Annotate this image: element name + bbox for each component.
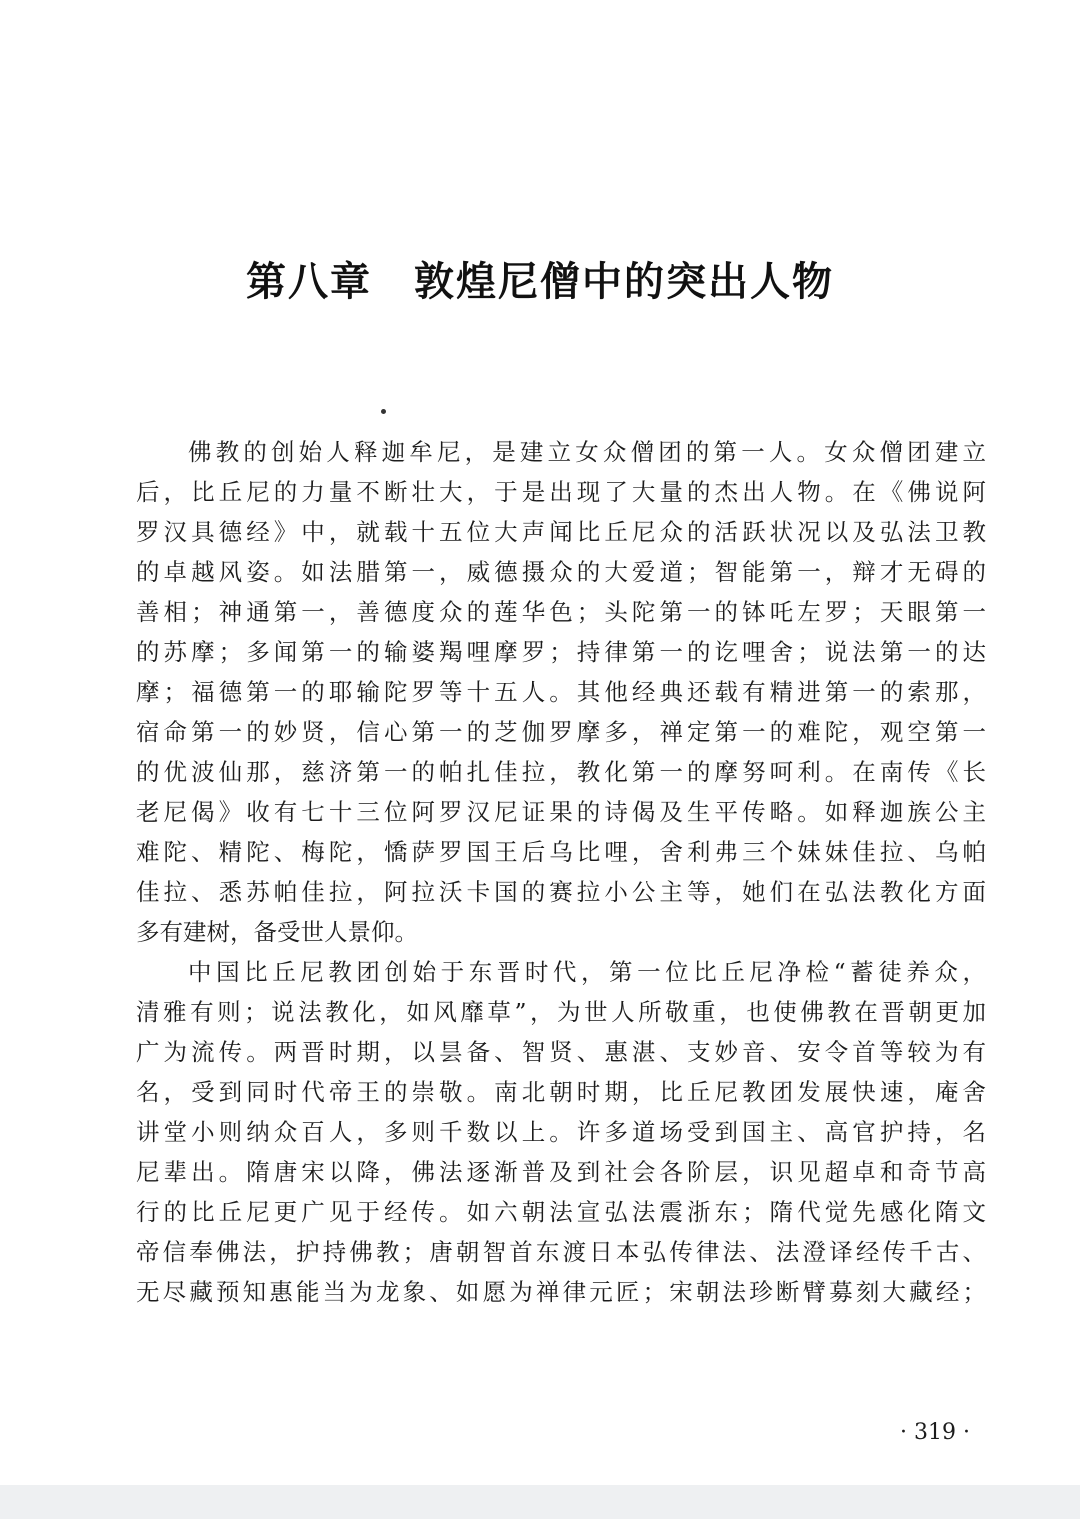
text-line: 的卓越风姿。如法腊第一，威德摄众的大爱道；智能第一，辩才无碍的 <box>136 558 986 586</box>
text-line: 行的比丘尼更广见于经传。如六朝法宣弘法震浙东；隋代觉先感化隋文 <box>136 1198 986 1226</box>
text-line: 罗汉具德经》中，就载十五位大声闻比丘尼众的活跃状况以及弘法卫教 <box>136 518 986 546</box>
print-speck <box>381 409 386 414</box>
text-line: 无尽藏预知惠能当为龙象、如愿为禅律元匠；宋朝法珍断臂募刻大藏经； <box>136 1278 986 1306</box>
text-line: 中国比丘尼教团创始于东晋时代，第一位比丘尼净检“蓄徒养众， <box>188 958 986 986</box>
text-line: 宿命第一的妙贤，信心第一的芝伽罗摩多，禅定第一的难陀，观空第一 <box>136 718 986 746</box>
body-text <box>136 432 986 1312</box>
text-line: 摩；福德第一的耶输陀罗等十五人。其他经典还载有精进第一的索那， <box>136 678 986 706</box>
text-line: 的苏摩；多闻第一的输婆羯哩摩罗；持律第一的讫哩舍；说法第一的达 <box>136 638 986 666</box>
text-line: 善相；神通第一，善德度众的莲华色；头陀第一的钵吒左罗；天眼第一 <box>136 598 986 626</box>
text-line: 难陀、精陀、梅陀，憍萨罗国王后乌比哩，舍利弗三个妹妹佳拉、乌帕 <box>136 838 986 866</box>
text-line: 广为流传。两晋时期，以昙备、智贤、惠湛、支妙音、安令首等较为有 <box>136 1038 986 1066</box>
chapter-title: 第八章 敦煌尼僧中的突出人物 <box>246 258 834 305</box>
text-line: 讲堂小则纳众百人，多则千数以上。许多道场受到国主、高官护持，名 <box>136 1118 986 1146</box>
text-line: 尼辈出。隋唐宋以降，佛法逐渐普及到社会各阶层，识见超卓和奇节高 <box>136 1158 986 1186</box>
text-line: 的优波仙那，慈济第一的帕扎佳拉，教化第一的摩努呵利。在南传《长 <box>136 758 986 786</box>
text-line: 老尼偈》收有七十三位阿罗汉尼证果的诗偈及生平传略。如释迦族公主 <box>136 798 986 826</box>
text-line: 名，受到同时代帝王的崇敬。南北朝时期，比丘尼教团发展快速，庵舍 <box>136 1078 986 1106</box>
text-line: 佛教的创始人释迦牟尼，是建立女众僧团的第一人。女众僧团建立 <box>188 438 986 466</box>
text-line: 佳拉、悉苏帕佳拉，阿拉沃卡国的赛拉小公主等，她们在弘法教化方面 <box>136 878 986 906</box>
text-line: 帝信奉佛法，护持佛教；唐朝智首东渡日本弘传律法、法澄译经传千古、 <box>136 1238 986 1266</box>
page-number: · 319 · <box>900 1420 970 1445</box>
scroll-margin <box>0 1485 1080 1519</box>
text-line: 清雅有则；说法教化，如风靡草”，为世人所敬重，也使佛教在晋朝更加 <box>136 998 986 1026</box>
text-line: 后，比丘尼的力量不断壮大，于是出现了大量的杰出人物。在《佛说阿 <box>136 478 986 506</box>
text-line: 多有建树，备受世人景仰。 <box>136 918 418 946</box>
